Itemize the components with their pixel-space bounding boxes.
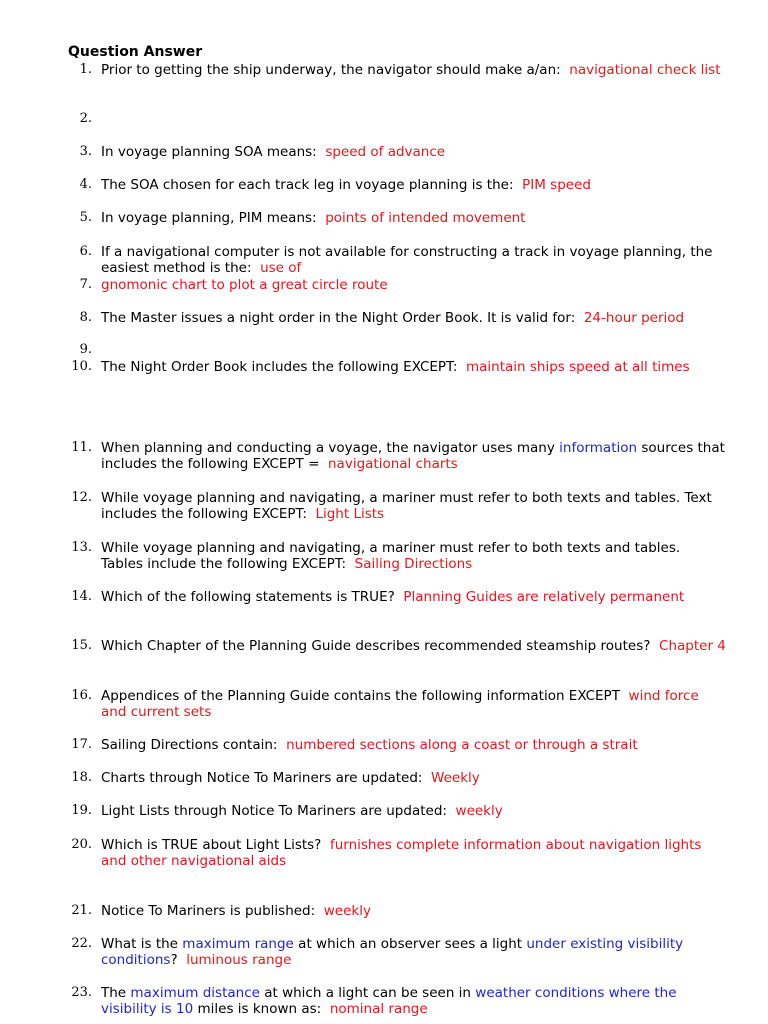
question-number: 11. [71,440,92,455]
question-text: In voyage planning SOA means: [101,144,317,160]
question-number: 6. [79,244,92,259]
question-text: ? [170,952,178,968]
question-text: sources that includes the following EXCEPT = [101,440,725,472]
answer-text: gnomonic chart to plot a great circle route [101,277,388,293]
question-number: 8. [79,310,92,325]
highlighted-term: information [559,440,638,456]
answer-text: Light Lists [315,506,385,522]
question-number: 17. [71,737,92,752]
answer-text: luminous range [186,952,292,968]
highlighted-term: maximum range [182,936,294,952]
question-number: 7. [79,277,92,292]
page-title: Question Answer [68,44,203,60]
question-text: The [101,985,127,1001]
question-text: When planning and conducting a voyage, the navigator uses many [101,440,555,456]
highlighted-term: under existing visibility conditions [101,936,684,968]
answer-text: wind force and current sets [101,688,699,720]
question-text: What is the [101,936,178,952]
answer-text: Planning Guides are relatively permanent [403,589,685,605]
answer-text: PIM speed [522,177,591,193]
question-text: In voyage planning, PIM means: [101,210,317,226]
question-text: If a navigational computer is not available for constructing a track in voyage planning, the easiest method is the: [101,244,713,276]
question-text: Appendices of the Planning Guide contains the following information EXCEPT [101,688,620,704]
question-text: The SOA chosen for each track leg in voyage planning is the: [101,177,514,193]
question-text: Which is TRUE about Light Lists? [101,837,322,853]
question-number: 9. [79,342,92,357]
question-text: Charts through Notice To Mariners are updated: [101,770,423,786]
answer-text: navigational charts [328,456,458,472]
question-number: 12. [71,490,92,505]
answer-text: navigational check list [569,62,721,78]
highlighted-term: maximum distance [130,985,260,1001]
question-number: 20. [71,837,92,852]
question-text: The Master issues a night order in the Night Order Book. It is valid for: [101,310,576,326]
question-number: 2. [79,111,92,126]
question-number: 22. [71,936,92,951]
question-text: at which a light can be seen in [264,985,471,1001]
question-number: 23. [71,985,92,1000]
question-number: 15. [71,638,92,653]
answer-text: use of [260,260,302,276]
question-number: 13. [71,540,92,555]
answer-text: maintain ships speed at all times [465,359,690,375]
question-number: 18. [71,770,92,785]
question-number: 3. [79,144,92,159]
question-text: While voyage planning and navigating, a mariner must refer to both texts and tables. Tables include the following EXCEPT: [101,540,681,572]
question-text: Prior to getting the ship underway, the navigator should make a/an: [101,62,561,78]
question-text: Which of the following statements is TRUE? [101,589,395,605]
question-number: 4. [79,177,92,192]
question-number: 5. [79,210,92,225]
answer-text: Sailing Directions [354,556,473,572]
question-text: at which an observer sees a light [298,936,523,952]
question-number: 21. [71,903,92,918]
answer-text: weekly [455,803,503,819]
highlighted-term: weather conditions where the visibility is 10 [101,985,677,1017]
question-number: 10. [71,359,92,374]
question-text: Light Lists through Notice To Mariners are updated: [101,803,447,819]
answer-text: speed of advance [325,144,446,160]
question-number: 1. [79,62,92,77]
question-text: Which Chapter of the Planning Guide describes recommended steamship routes? [101,638,651,654]
question-number: 16. [71,688,92,703]
question-text: miles is known as: [197,1001,322,1017]
answer-text: points of intended movement [325,210,526,226]
question-text: Sailing Directions contain: [101,737,278,753]
answer-text: 24-hour period [583,310,685,326]
question-number: 19. [71,803,92,818]
answer-text: Weekly [431,770,480,786]
answer-text: numbered sections along a coast or through a strait [286,737,638,753]
question-text: Notice To Mariners is published: [101,903,316,919]
answer-text: furnishes complete information about navigation lights and other navigational aids [101,837,702,869]
question-text: The Night Order Book includes the following EXCEPT: [101,359,458,375]
answer-text: weekly [323,903,371,919]
question-text: While voyage planning and navigating, a mariner must refer to both texts and tables. Text includes the following EXCEPT: [101,490,712,522]
answer-text: nominal range [329,1001,428,1017]
question-number: 14. [71,589,92,604]
answer-text: Chapter 4 [659,638,726,654]
